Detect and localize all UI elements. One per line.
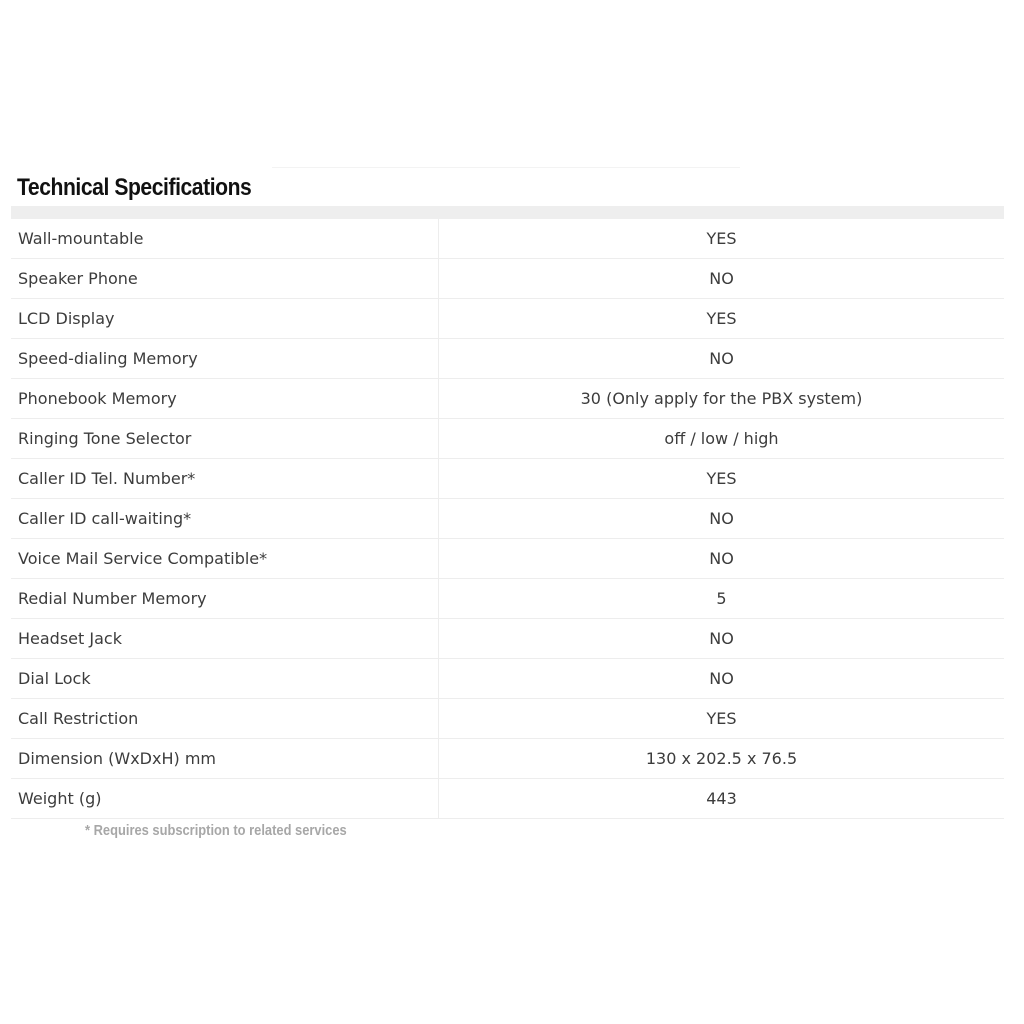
spec-value: 443 <box>439 779 1005 819</box>
spec-label: Wall-mountable <box>11 219 439 259</box>
spec-label: Phonebook Memory <box>11 379 439 419</box>
spec-value: off / low / high <box>439 419 1005 459</box>
table-row <box>11 299 1004 339</box>
spec-value: 130 x 202.5 x 76.5 <box>439 739 1005 779</box>
table-row <box>11 619 1004 659</box>
spec-value: NO <box>439 619 1005 659</box>
spec-label: Ringing Tone Selector <box>11 419 439 459</box>
top-divider <box>272 167 740 168</box>
section-title: Technical Specifications <box>17 174 252 201</box>
spec-value: 30 (Only apply for the PBX system) <box>439 379 1005 419</box>
spec-value: NO <box>439 499 1005 539</box>
table-row <box>11 459 1004 499</box>
spec-value: YES <box>439 299 1005 339</box>
table-row <box>11 699 1004 739</box>
spec-value: NO <box>439 339 1005 379</box>
spec-label: Voice Mail Service Compatible* <box>11 539 439 579</box>
table-row <box>11 219 1004 259</box>
table-row <box>11 379 1004 419</box>
spec-value: NO <box>439 539 1005 579</box>
footnote: * Requires subscription to related services <box>85 822 347 839</box>
spec-value: YES <box>439 699 1005 739</box>
spec-value: YES <box>439 459 1005 499</box>
spec-label: Caller ID Tel. Number* <box>11 459 439 499</box>
spec-label: Weight (g) <box>11 779 439 819</box>
spec-label: Redial Number Memory <box>11 579 439 619</box>
spec-label: Call Restriction <box>11 699 439 739</box>
table-row <box>11 539 1004 579</box>
spec-value: NO <box>439 259 1005 299</box>
spec-label: LCD Display <box>11 299 439 339</box>
table-row <box>11 659 1004 699</box>
spec-label: Dial Lock <box>11 659 439 699</box>
table-row <box>11 259 1004 299</box>
table-row <box>11 419 1004 459</box>
specifications-table <box>11 219 1004 819</box>
spec-value: NO <box>439 659 1005 699</box>
spec-value: YES <box>439 219 1005 259</box>
table-row <box>11 739 1004 779</box>
spec-label: Speed-dialing Memory <box>11 339 439 379</box>
table-row <box>11 579 1004 619</box>
spec-value: 5 <box>439 579 1005 619</box>
spec-label: Speaker Phone <box>11 259 439 299</box>
spec-label: Headset Jack <box>11 619 439 659</box>
table-row <box>11 499 1004 539</box>
spec-label: Caller ID call-waiting* <box>11 499 439 539</box>
spec-label: Dimension (WxDxH) mm <box>11 739 439 779</box>
table-row <box>11 339 1004 379</box>
table-row <box>11 779 1004 819</box>
table-header-band <box>11 206 1004 219</box>
